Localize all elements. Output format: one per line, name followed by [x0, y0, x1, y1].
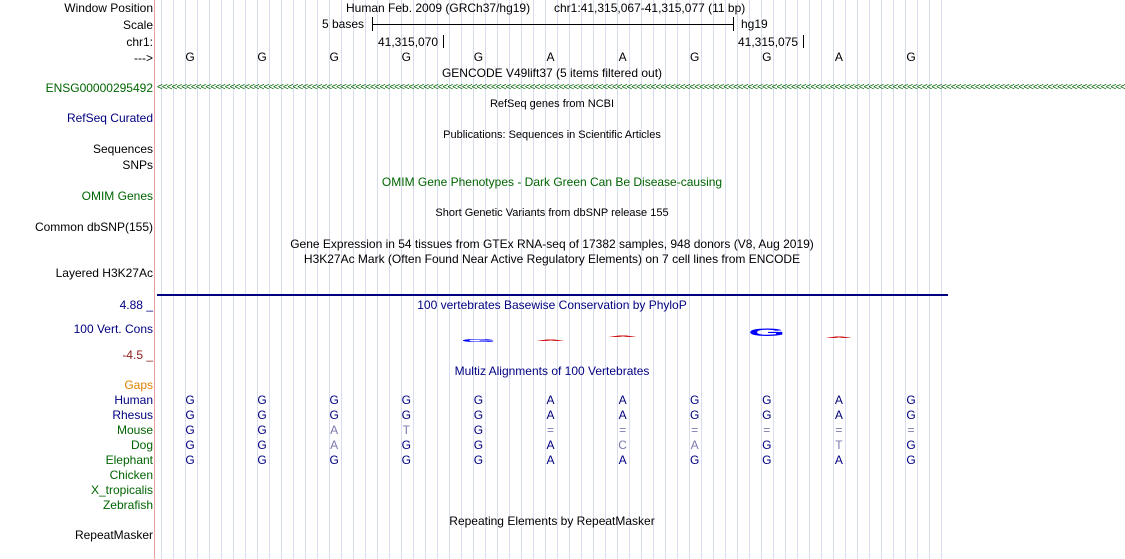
alignment-base: A: [834, 408, 843, 422]
alignment-base: A: [546, 438, 555, 452]
alignment-base: G: [762, 393, 772, 407]
alignment-base: A: [834, 453, 843, 467]
alignment-base: T: [402, 423, 410, 437]
base-letter: A: [834, 50, 843, 64]
alignment-base: A: [690, 438, 699, 452]
alignment-base: G: [401, 438, 411, 452]
strand-label: --->: [134, 51, 153, 65]
repeatmasker-label[interactable]: RepeatMasker: [74, 528, 153, 542]
gtex-track-title[interactable]: Gene Expression in 54 tissues from GTEx RNA-seq of 17382 samples, 948 donors (V8, Aug 2019): [290, 237, 814, 251]
gaps-label[interactable]: Gaps: [124, 378, 153, 392]
alignment-base: =: [907, 423, 915, 437]
h3k27ac-label[interactable]: Layered H3K27Ac: [55, 266, 153, 280]
alignment-base: G: [906, 453, 916, 467]
alignment-base: =: [835, 423, 843, 437]
alignment-base: G: [185, 453, 195, 467]
alignment-base: G: [329, 453, 339, 467]
coord-left: 41,315,070: [378, 35, 439, 49]
alignment-base: =: [691, 423, 699, 437]
gencode-track-title[interactable]: GENCODE V49lift37 (5 items filtered out): [441, 66, 663, 80]
alignment-base: A: [330, 423, 339, 437]
alignment-base: G: [185, 408, 195, 422]
alignment-base: A: [546, 393, 555, 407]
base-letter: G: [762, 50, 772, 64]
alignment-base: G: [401, 393, 411, 407]
phylop-min-label: -4.5 _: [122, 348, 153, 362]
base-letter: A: [546, 50, 555, 64]
phylop-max-label: 4.88 _: [119, 298, 153, 312]
scale-assembly: hg19: [741, 17, 768, 31]
dbsnp-label[interactable]: Common dbSNP(155): [34, 220, 153, 234]
publications-track-title[interactable]: Publications: Sequences in Scientific Articles: [443, 129, 661, 141]
species-label[interactable]: X_tropicalis: [90, 483, 153, 497]
coord-right: 41,315,075: [738, 35, 799, 49]
phylop-logo-glyph: G: [748, 326, 786, 339]
base-letter: G: [690, 50, 700, 64]
alignment-base: G: [473, 408, 484, 422]
base-letter: A: [618, 50, 627, 64]
species-label[interactable]: Human: [114, 393, 153, 407]
alignment-base: =: [763, 423, 771, 437]
scale-label: Scale: [122, 18, 153, 32]
alignment-base: A: [834, 393, 843, 407]
omim-track-title[interactable]: OMIM Gene Phenotypes - Dark Green Can Be Disease-causing: [381, 175, 723, 189]
alignment-base: G: [401, 453, 411, 467]
phylop-logo-glyph: G: [460, 337, 496, 344]
alignment-base: G: [906, 438, 916, 452]
window-position-label: Window Position: [64, 1, 153, 15]
alignment-base: G: [690, 393, 700, 407]
assembly-text: Human Feb. 2009 (GRCh37/hg19): [346, 1, 531, 15]
base-letter: G: [401, 50, 411, 64]
alignment-base: G: [762, 408, 772, 422]
alignment-base: C: [618, 438, 627, 452]
alignment-base: G: [185, 438, 195, 452]
alignment-base: G: [257, 408, 267, 422]
sequences-label[interactable]: Sequences: [92, 142, 153, 156]
refseq-track-title[interactable]: RefSeq genes from NCBI: [489, 98, 615, 110]
alignment-base: G: [185, 423, 195, 437]
alignment-base: G: [401, 408, 411, 422]
chr-label: chr1:: [126, 35, 153, 49]
alignment-base: A: [546, 408, 555, 422]
alignment-base: G: [257, 453, 267, 467]
alignment-base: A: [618, 408, 627, 422]
species-label[interactable]: Zebrafish: [102, 498, 153, 512]
species-label[interactable]: Rhesus: [112, 408, 153, 422]
phylop-track-title[interactable]: 100 vertebrates Basewise Conservation by PhyloP: [417, 298, 687, 312]
alignment-base: A: [618, 453, 627, 467]
species-label[interactable]: Elephant: [105, 453, 153, 467]
alignment-base: G: [257, 393, 267, 407]
alignment-base: G: [257, 438, 267, 452]
alignment-base: A: [546, 453, 555, 467]
base-letter: G: [257, 50, 267, 64]
alignment-base: G: [473, 438, 484, 452]
phylop-logo-glyph: A: [607, 335, 638, 338]
base-letter: G: [473, 50, 484, 64]
alignment-base: G: [473, 423, 484, 437]
base-letter: G: [185, 50, 195, 64]
refseq-label[interactable]: RefSeq Curated: [66, 111, 153, 125]
alignment-base: =: [619, 423, 627, 437]
base-letter: G: [329, 50, 339, 64]
h3k27ac-track-title[interactable]: H3K27Ac Mark (Often Found Near Active Regulatory Elements) on 7 cell lines from ENCODE: [303, 252, 801, 266]
base-letter: G: [906, 50, 916, 64]
gencode-gene-feature[interactable]: <<<<<<<<<<<<<<<<<<<<<<<<<<<<<<<<<<<<<<<<<<<<<<<<<<<<<<<<<<<<<<<<<<<<<<<<<<<<<<<<<<<<<<<<<<<<<<<<<<<<<<<<<<<<<<<<<<<<<<<<<<<<<<<<<<<<<<<<<<<<<<<<<<<<<<<<<<<<<<<<<<<<<<<<<<<<<<<<<<<<<<<<<<<<<<<<<<<<<<<<: [157, 82, 1125, 93]
alignment-base: G: [329, 393, 339, 407]
alignment-base: G: [257, 423, 267, 437]
phylop-logo-glyph: A: [824, 336, 854, 339]
multiz-track-title[interactable]: Multiz Alignments of 100 Vertebrates: [454, 364, 650, 378]
alignment-base: G: [329, 408, 339, 422]
alignment-base: G: [906, 393, 916, 407]
position-text: chr1:41,315,067-41,315,077 (11 bp): [554, 1, 746, 15]
repeatmasker-track-title[interactable]: Repeating Elements by RepeatMasker: [449, 514, 655, 528]
scale-text: 5 bases: [322, 17, 365, 31]
omim-label[interactable]: OMIM Genes: [81, 189, 153, 203]
alignment-base: =: [546, 423, 554, 437]
snps-label[interactable]: SNPs: [122, 158, 153, 172]
phylop-logo-glyph: A: [535, 339, 566, 342]
alignment-base: G: [762, 438, 772, 452]
alignment-base: A: [618, 393, 627, 407]
alignment-base: A: [330, 438, 339, 452]
alignment-base: G: [762, 453, 772, 467]
alignment-base: G: [185, 393, 195, 407]
alignment-base: G: [690, 453, 700, 467]
species-label[interactable]: Chicken: [109, 468, 153, 482]
alignment-base: T: [835, 438, 843, 452]
dbsnp-track-title[interactable]: Short Genetic Variants from dbSNP release 155: [435, 207, 669, 219]
alignment-base: G: [473, 393, 484, 407]
alignment-base: G: [906, 408, 916, 422]
alignment-base: G: [690, 408, 700, 422]
gencode-gene-label[interactable]: ENSG00000295492: [45, 81, 153, 95]
species-label[interactable]: Mouse: [116, 423, 153, 437]
phylop-label[interactable]: 100 Vert. Cons: [73, 322, 153, 336]
species-label[interactable]: Dog: [130, 438, 153, 452]
alignment-base: G: [473, 453, 484, 467]
